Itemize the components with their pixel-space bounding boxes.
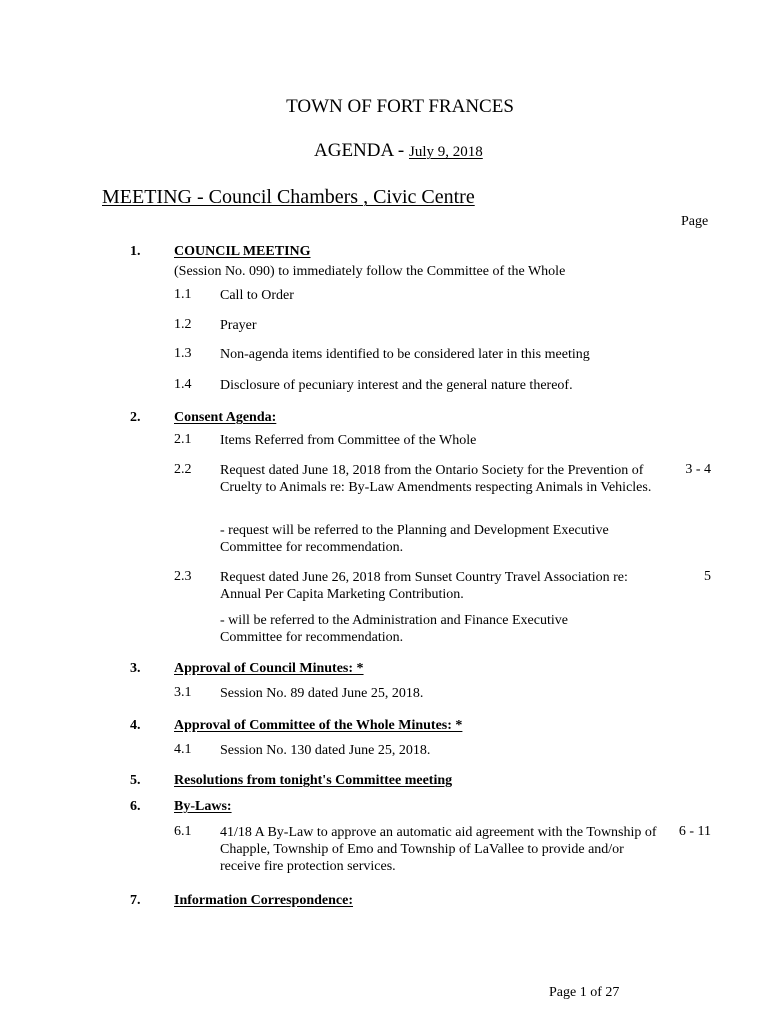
item-text: Call to Order (220, 288, 294, 303)
section-title-committee-minutes: Approval of Committee of the Whole Minutes: * (174, 718, 463, 733)
section-number: 2. (130, 410, 141, 425)
document-title: TOWN OF FORT FRANCES (286, 96, 514, 117)
item-text: Non-agenda items identified to be considered later in this meeting (220, 347, 590, 362)
item-number: 2.2 (174, 462, 192, 477)
page-reference: 6 - 11 (678, 824, 711, 839)
agenda-label: AGENDA - (314, 140, 409, 161)
section-title-council-meeting: COUNCIL MEETING (174, 244, 311, 259)
item-number: 3.1 (174, 685, 192, 700)
section-number: 7. (130, 893, 141, 908)
item-number: 6.1 (174, 824, 192, 839)
section-title-council-minutes: Approval of Council Minutes: * (174, 661, 364, 676)
item-number: 2.3 (174, 569, 192, 584)
item-text: 41/18 A By-Law to approve an automatic aid agreement with the Township of Chapple, Township of Emo and Township of LaVallee to provide and/or receive fire protection services. (220, 825, 657, 874)
item-text: Prayer (220, 318, 257, 333)
item-number: 1.2 (174, 317, 192, 332)
page-reference: 3 - 4 (685, 462, 711, 477)
section-title-consent-agenda: Consent Agenda: (174, 410, 277, 425)
section-title-by-laws: By-Laws: (174, 799, 232, 814)
item-text: Session No. 89 dated June 25, 2018. (220, 686, 424, 701)
item-number: 1.1 (174, 287, 192, 302)
section-note: (Session No. 090) to immediately follow the Committee of the Whole (174, 264, 566, 279)
page-column-label: Page (681, 214, 709, 229)
section-number: 5. (130, 773, 141, 788)
section-number: 4. (130, 718, 141, 733)
item-text: Session No. 130 dated June 25, 2018. (220, 743, 431, 758)
item-note: - will be referred to the Administration and Finance Executive Committee for recommendation. (220, 613, 568, 645)
agenda-heading (314, 140, 483, 162)
agenda-date: July 9, 2018 (409, 144, 483, 160)
page-number-footer: Page 1 of 27 (549, 985, 620, 1000)
item-text: Request dated June 18, 2018 from the Ontario Society for the Prevention of Cruelty to Animals re: By-Law Amendments respecting Animals in Vehicles. (220, 463, 652, 495)
section-number: 1. (130, 244, 141, 259)
section-title-information-correspondence: Information Correspondence: (174, 893, 354, 908)
section-number: 6. (130, 799, 141, 814)
item-text: Request dated June 26, 2018 from Sunset Country Travel Association re: Annual Per Capita Marketing Contribution. (220, 570, 628, 602)
item-text: Items Referred from Committee of the Whole (220, 433, 477, 448)
item-note: - request will be referred to the Planning and Development Executive Committee for recommendation. (220, 523, 609, 555)
item-number: 1.3 (174, 346, 192, 361)
item-number: 4.1 (174, 742, 192, 757)
section-title-resolutions: Resolutions from tonight's Committee meeting (174, 773, 453, 788)
item-number: 2.1 (174, 432, 192, 447)
meeting-location: MEETING - Council Chambers , Civic Centre (102, 186, 475, 208)
page-reference: 5 (704, 569, 711, 584)
section-number: 3. (130, 661, 141, 676)
item-number: 1.4 (174, 377, 192, 392)
item-text: Disclosure of pecuniary interest and the general nature thereof. (220, 378, 573, 393)
